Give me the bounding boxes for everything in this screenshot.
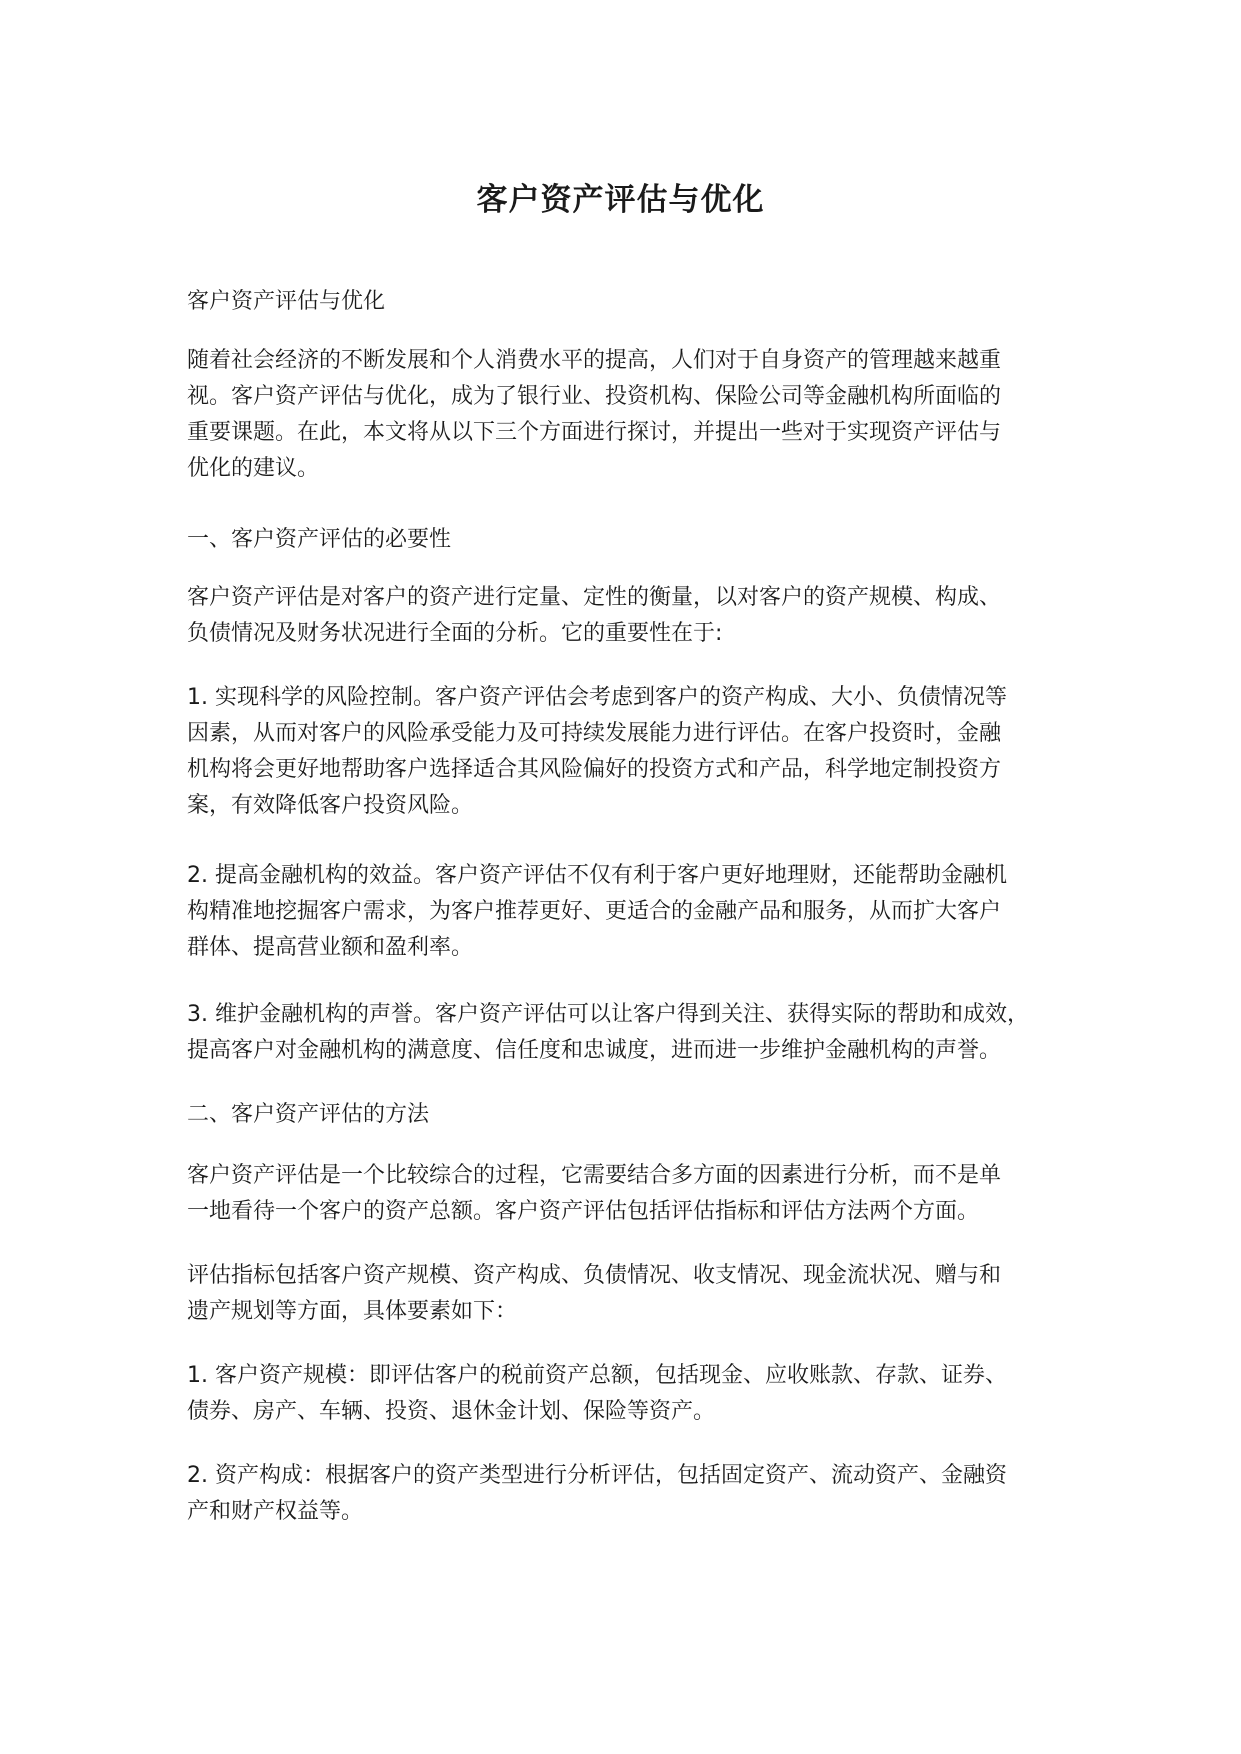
text-line: 一地看待一个客户的资产总额。客户资产评估包括评估指标和评估方法两个方面。 [187,1199,980,1224]
document-title: 客户资产评估与优化 [476,182,765,218]
text-line: 客户资产评估与优化 [187,289,386,314]
text-line: 因素，从而对客户的风险承受能力及可持续发展能力进行评估。在客户投资时，金融 [187,721,1002,746]
text-line: 负债情况及财务状况进行全面的分析。它的重要性在于: [187,621,723,646]
text-line: 产和财产权益等。 [187,1499,364,1524]
intro-paragraph [187,343,1087,487]
section-heading-1 [187,522,1087,558]
paragraph [187,1158,1087,1230]
text-line: 提高客户对金融机构的满意度、信任度和忠诚度，进而进一步维护金融机构的声誉。 [187,1038,1002,1063]
text-line: 2. 资产构成：根据客户的资产类型进行分析评估，包括固定资产、流动资产、金融资 [187,1463,1007,1488]
section-heading-2 [187,1097,1087,1133]
paragraph [187,1258,1087,1330]
text-line: 2. 提高金融机构的效益。客户资产评估不仅有利于客户更好地理财，还能帮助金融机 [187,863,1007,888]
text-line: 重要课题。在此，本文将从以下三个方面进行探讨，并提出一些对于实现资产评估与 [187,420,1002,445]
text-line: 案，有效降低客户投资风险。 [187,793,474,818]
list-item [187,1458,1087,1530]
list-item [187,1358,1087,1430]
list-item [187,858,1087,966]
text-line: 机构将会更好地帮助客户选择适合其风险偏好的投资方式和产品，科学地定制投资方 [187,757,1002,782]
text-line: 随着社会经济的不断发展和个人消费水平的提高，人们对于自身资产的管理越来越重 [187,348,1002,373]
text-line: 构精准地挖掘客户需求，为客户推荐更好、更适合的金融产品和服务，从而扩大客户 [187,899,1002,924]
text-line: 1. 实现科学的风险控制。客户资产评估会考虑到客户的资产构成、大小、负债情况等 [187,685,1007,710]
text-line: 遗产规划等方面，具体要素如下： [187,1299,518,1324]
list-item [187,680,1087,824]
text-line: 一、客户资产评估的必要性 [187,527,452,552]
text-line: 二、客户资产评估的方法 [187,1102,430,1127]
text-line: 客户资产评估是一个比较综合的过程，它需要结合多方面的因素进行分析，而不是单 [187,1163,1002,1188]
text-line: 群体、提高营业额和盈利率。 [187,935,474,960]
text-line: 视。客户资产评估与优化，成为了银行业、投资机构、保险公司等金融机构所面临的 [187,384,1002,409]
intro-heading [187,284,1087,320]
paragraph [187,580,1087,652]
text-line: 优化的建议。 [187,456,320,481]
text-line: 3. 维护金融机构的声誉。客户资产评估可以让客户得到关注、获得实际的帮助和成效， [187,1002,1029,1027]
text-line: 债券、房产、车辆、投资、退休金计划、保险等资产。 [187,1399,716,1424]
text-line: 1. 客户资产规模：即评估客户的税前资产总额，包括现金、应收账款、存款、证券、 [187,1363,1007,1388]
list-item [187,997,1087,1069]
text-line: 评估指标包括客户资产规模、资产构成、负债情况、收支情况、现金流状况、赠与和 [187,1263,1002,1288]
text-line: 客户资产评估是对客户的资产进行定量、定性的衡量，以对客户的资产规模、构成、 [187,585,1002,610]
